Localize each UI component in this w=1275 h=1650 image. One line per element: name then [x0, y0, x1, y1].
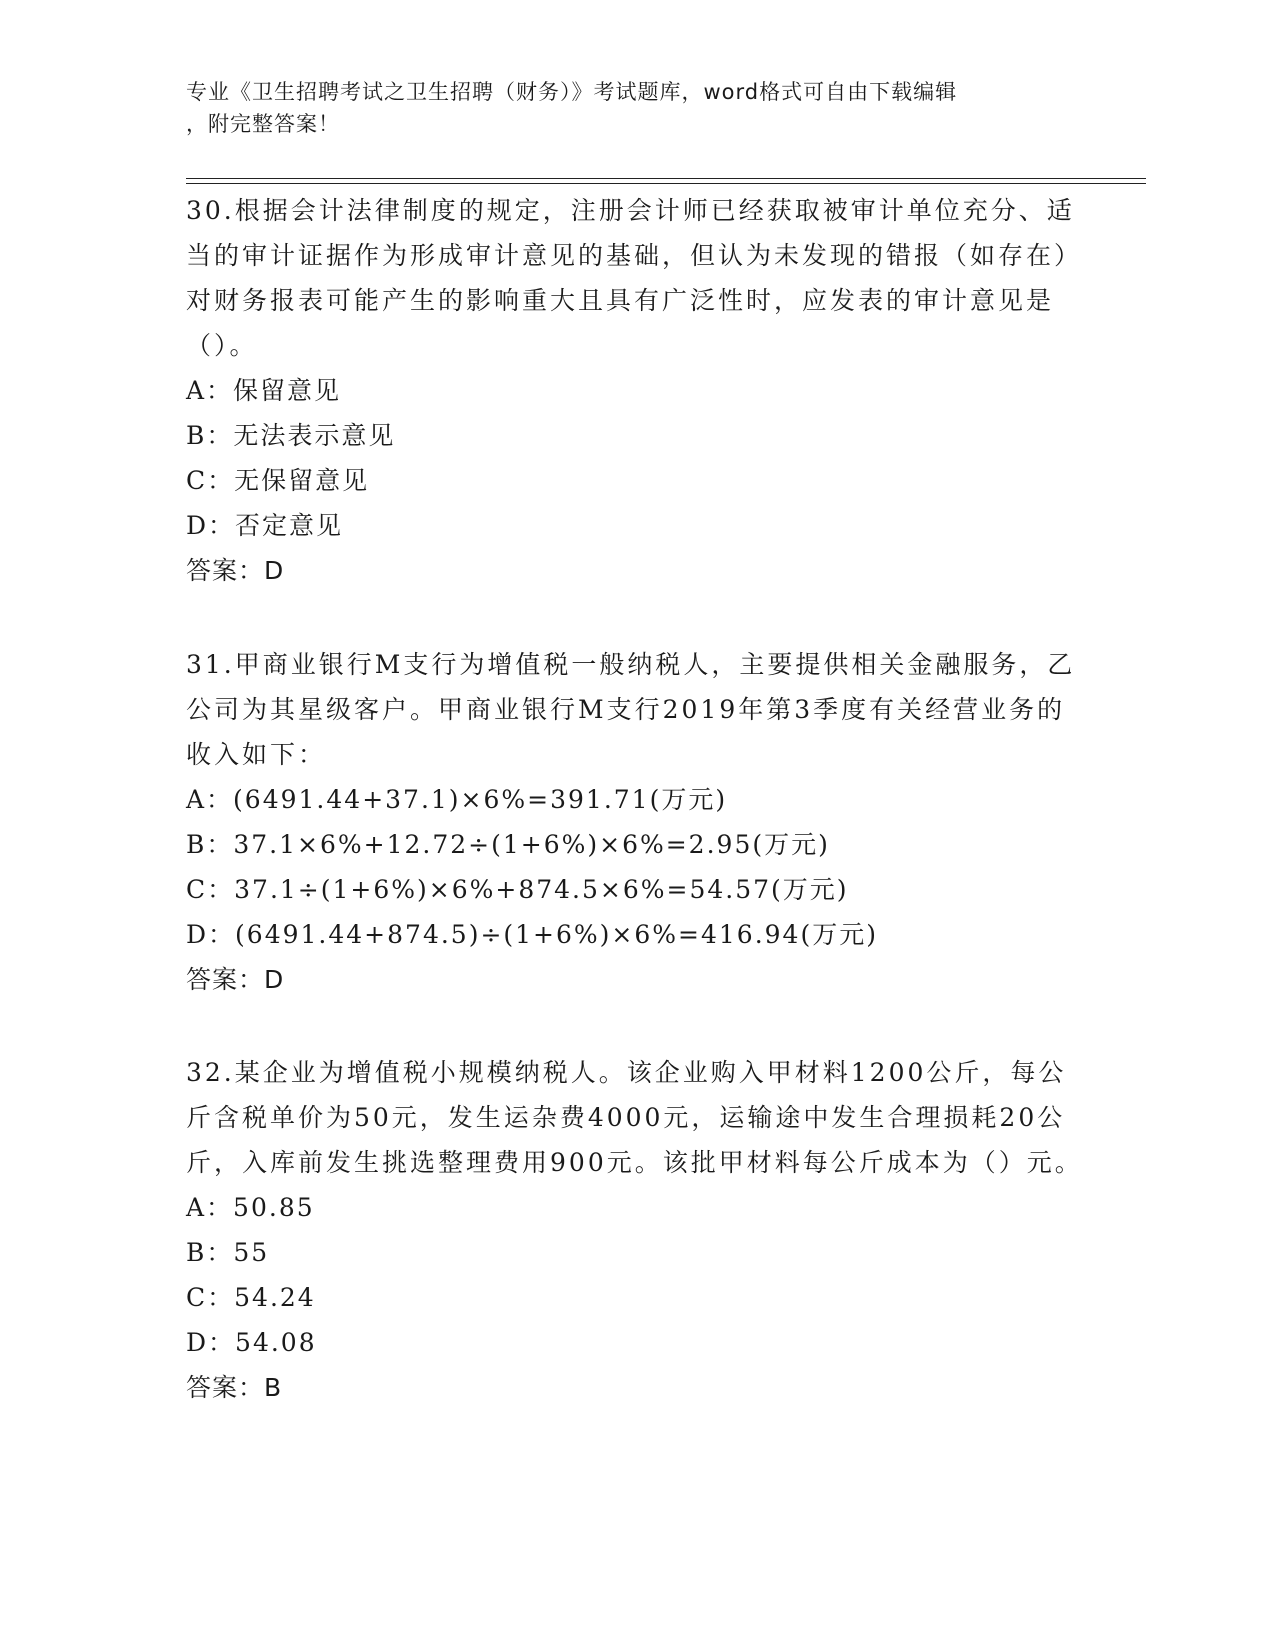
option-b: B：无法表示意见 [186, 421, 396, 450]
question-text: 31.甲商业银行M支行为增值税一般纳税人，主要提供相关金融服务，乙公司为其星级客户。甲商业银行M支行2019年第3季度有关经营业务的收入如下： [186, 650, 1076, 769]
option-a: A：(6491.44+37.1)×6%=391.71(万元) [186, 785, 728, 814]
option-c: C：54.24 [186, 1283, 316, 1312]
option-list [186, 777, 1086, 957]
option-a: A：50.85 [186, 1193, 315, 1222]
option-list [186, 1185, 1086, 1365]
document-header [186, 76, 1086, 140]
option-list [186, 368, 1086, 548]
option-d: D：否定意见 [186, 511, 344, 540]
option-b: B：37.1×6%+12.72÷(1+6%)×6%=2.95(万元) [186, 830, 830, 859]
answer-line: 答案：D [186, 965, 285, 994]
option-b: B：55 [186, 1238, 270, 1267]
question-text: 32.某企业为增值税小规模纳税人。该企业购入甲材料1200公斤，每公斤含税单价为50元，发生运杂费4000元，运输途中发生合理损耗20公斤，入库前发生挑选整理费用900元。该批甲材料每公斤成本为（）元。 [186, 1058, 1083, 1177]
option-c: C：无保留意见 [186, 466, 370, 495]
header-title-line: 专业《卫生招聘考试之卫生招聘（财务）》考试题库，word格式可自由下载编辑 [186, 80, 958, 104]
question-31 [186, 642, 1086, 1002]
header-divider-bottom [186, 183, 1146, 184]
question-text: 30.根据会计法律制度的规定，注册会计师已经获取被审计单位充分、适当的审计证据作为形成审计意见的基础，但认为未发现的错报（如存在）对财务报表可能产生的影响重大且具有广泛性时，应发表的审计意见是（）。 [186, 196, 1083, 360]
option-d: D：54.08 [186, 1328, 317, 1357]
header-divider-top [186, 178, 1146, 179]
option-a: A：保留意见 [186, 376, 342, 405]
answer-line: 答案：B [186, 1373, 283, 1402]
header-subtitle-line: ，附完整答案！ [186, 112, 340, 136]
answer-line: 答案：D [186, 556, 285, 585]
question-32 [186, 1050, 1086, 1410]
question-30 [186, 188, 1086, 593]
option-d: D：(6491.44+874.5)÷(1+6%)×6%=416.94(万元) [186, 920, 878, 949]
option-c: C：37.1÷(1+6%)×6%+874.5×6%=54.57(万元) [186, 875, 849, 904]
